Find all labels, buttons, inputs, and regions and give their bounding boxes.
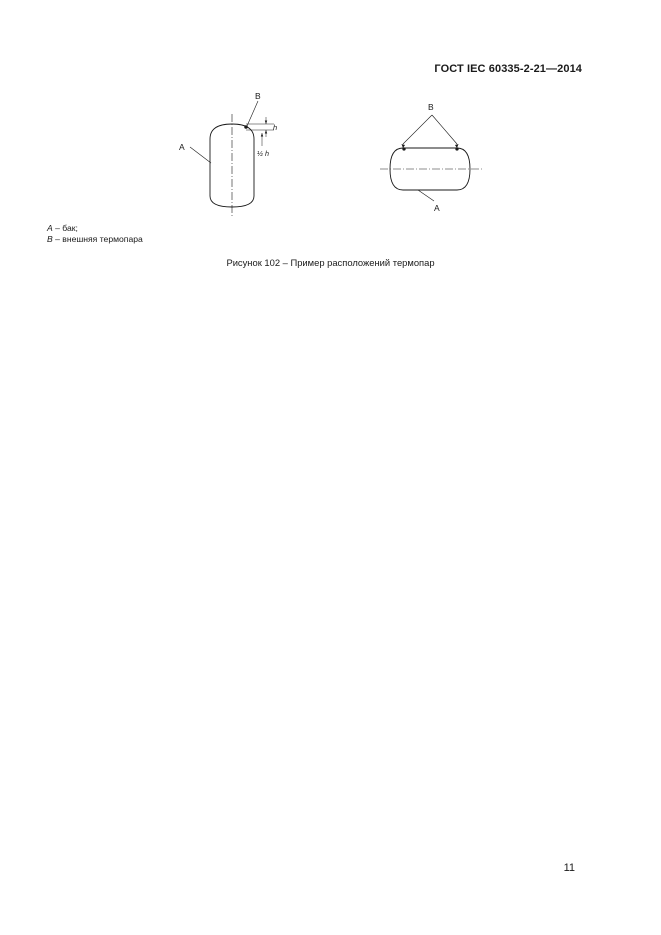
label-b-right: B [428,102,434,112]
label-a-right: A [434,203,440,213]
page-number: 11 [563,862,575,874]
dimension-h-label: h [273,123,278,132]
legend-item [47,234,143,245]
legend-key: B [47,234,53,244]
horizontal-tank-drawing [380,115,482,201]
figure-legend [47,223,143,245]
leader-line-a-left [190,147,211,163]
thermocouple-figure [0,0,661,260]
dimension-half-h-label: ½ h [257,149,269,158]
figure-caption: Рисунок 102 – Пример расположений термопар [226,257,435,268]
thermocouple-marker-right-1 [403,148,405,150]
legend-item [47,223,143,234]
leader-line-a-right [418,190,434,201]
leader-line-b-left [247,101,258,126]
thermocouple-marker-right-2 [456,148,458,150]
legend-key: A [47,223,53,233]
leader-line-b-right-1 [403,115,432,144]
label-b-left: B [255,91,261,101]
leader-line-b-right-2 [432,115,457,144]
legend-text: – внешняя термопара [52,234,143,244]
label-a-left: A [179,142,185,152]
vertical-tank-drawing [190,101,274,216]
legend-text: – бак; [52,223,78,233]
thermocouple-marker-left [245,126,248,129]
document-code: ГОСТ IEC 60335-2-21—2014 [434,63,582,75]
